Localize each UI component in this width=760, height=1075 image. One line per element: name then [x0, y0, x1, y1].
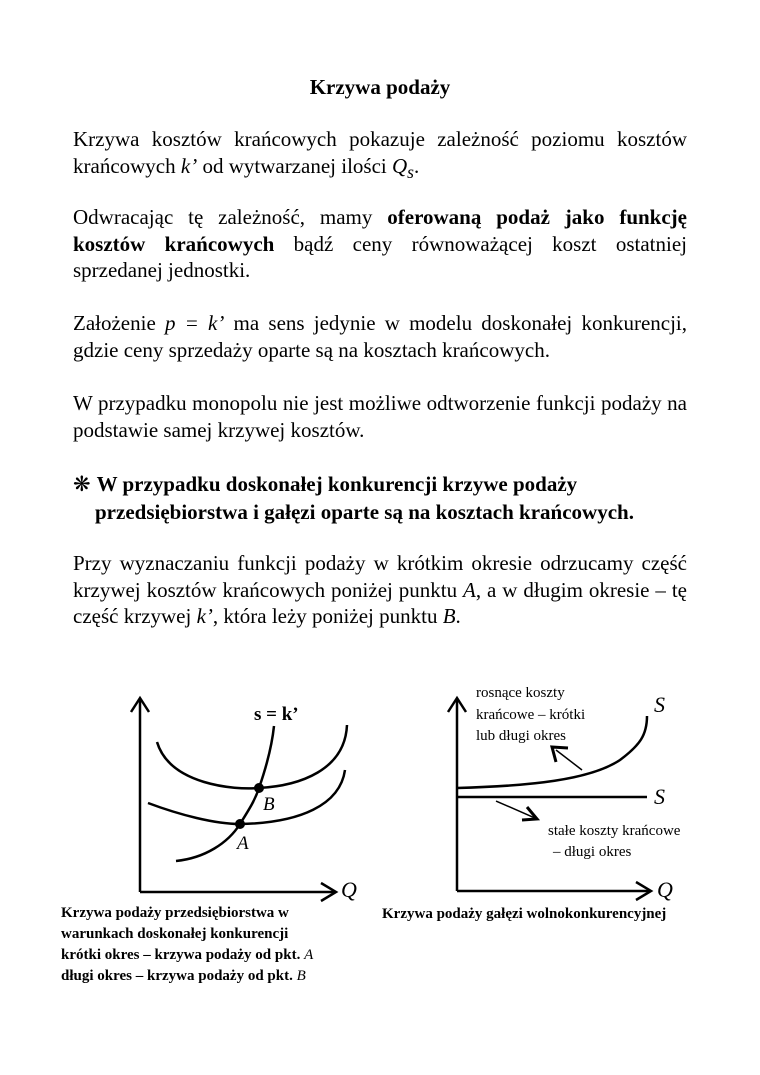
rising-label: rosnące koszty	[476, 685, 565, 701]
diagram-firm-supply	[131, 698, 347, 901]
page-title: Krzywa podaży	[309, 75, 451, 99]
curve-label: s = k’	[254, 704, 299, 725]
rising-arrowhead	[552, 747, 568, 762]
paragraph-assumption: Założenie p = k’ ma sens jedynie w modelu doskonałej konkurencji, gdzie ceny sprzedaży oparte są na kosztach krańcowych.	[73, 311, 688, 362]
rising-label: lub długi okres	[476, 728, 566, 744]
caption-line: krótki okres – krzywa podaży od pkt. A	[61, 947, 314, 963]
caption-line: Krzywa podaży przedsiębiorstwa w	[61, 905, 289, 921]
rising-label: krańcowe – krótki	[476, 707, 586, 723]
flat-label: – długi okres	[553, 844, 632, 860]
s-upper-label: S	[654, 692, 665, 717]
point-a-label: A	[237, 833, 249, 854]
upper-cost-curve	[157, 725, 347, 788]
s-lower-label: S	[654, 784, 665, 809]
rising-pointer-arrow	[556, 750, 582, 770]
caption-line: długi okres – krzywa podaży od pkt. B	[61, 968, 306, 984]
paragraph-marginal-cost: Krzywa kosztów krańcowych pokazuje zależność poziomu kosztów krańcowych k’ od wytwarzanej ilości $Q_s$.	[73, 127, 687, 182]
point-a-marker	[235, 819, 245, 829]
marginal-cost-curve	[176, 726, 274, 861]
bullet-icon: ❋	[73, 472, 91, 496]
paragraph-inverse: Odwracając tę zależność, mamy oferowaną podaż jako funkcję kosztów krańcowych bądź ceny równoważącej koszt ostatniej sprzedanej jednostki.	[73, 205, 687, 282]
point-b-label: B	[263, 794, 275, 815]
caption: Krzywa podaży gałęzi wolnokonkurencyjnej	[382, 906, 667, 922]
point-b-marker	[254, 783, 264, 793]
flat-label: stałe koszty krańcowe	[548, 823, 681, 839]
x-axis-label: Q	[657, 877, 673, 902]
caption-line: warunkach doskonałej konkurencji	[61, 926, 289, 942]
paragraph-monopoly: W przypadku monopolu nie jest możliwe odtworzenie funkcji podaży na podstawie samej krzywej kosztów.	[73, 391, 687, 442]
paragraph-short-long-run: Przy wyznaczaniu funkcji podaży w krótkim okresie odrzucamy część krzywej kosztów krańcowych poniżej punktu A, a w długim okresie – tę część krzywej k’, która leży poniżej punktu B.	[73, 551, 687, 628]
bullet-point: ❋ W przypadku doskonałej konkurencji krzywe podaży przedsiębiorstwa i gałęzi oparte są na kosztach krańcowych.	[73, 472, 634, 524]
x-axis-label: Q	[341, 877, 357, 902]
lower-cost-curve	[148, 770, 345, 824]
